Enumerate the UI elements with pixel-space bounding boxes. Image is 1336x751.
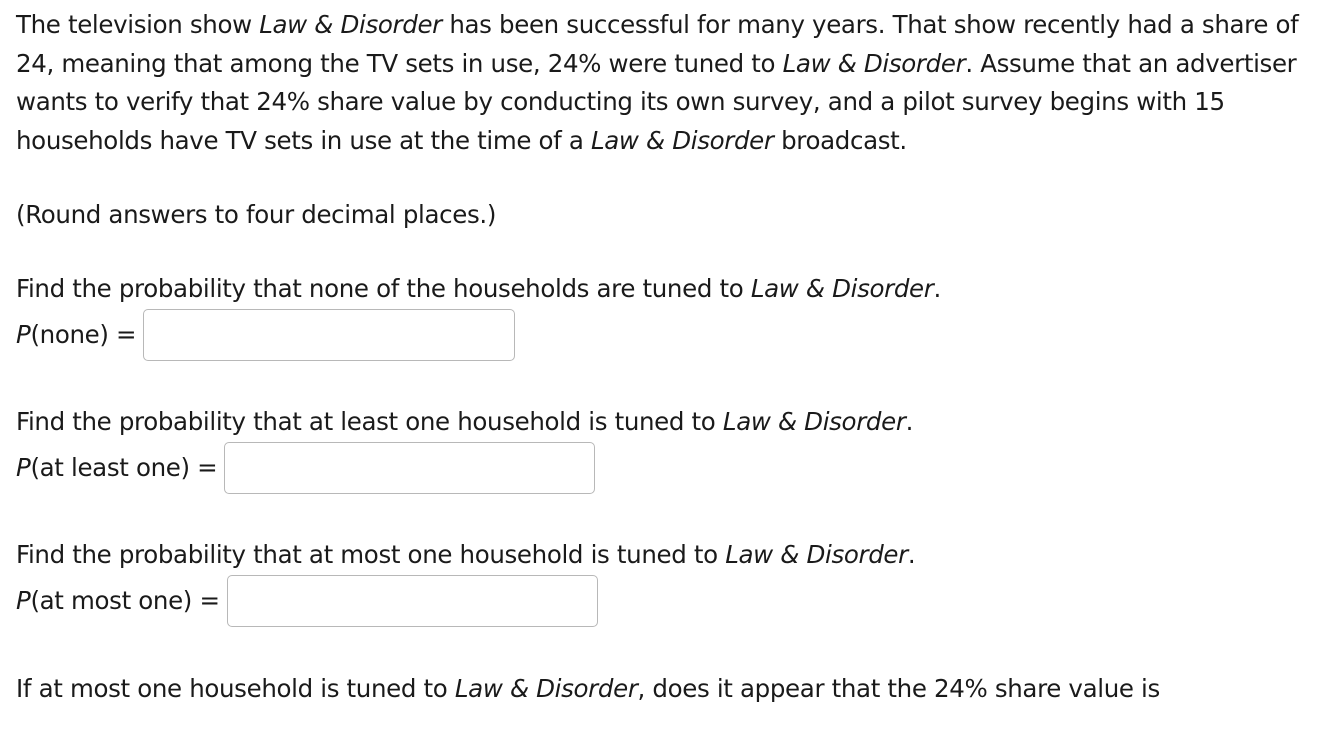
prob-symbol: P (16, 320, 31, 349)
label-text: (at least one) = (30, 453, 218, 482)
intro-text-3: . Assume that an advertiser wants to verify that 24% share value by conducting its own survey, and a pilot survey begins with 15 households have TV sets in use at the time of a (16, 48, 1297, 155)
question-none-prompt (16, 270, 941, 308)
intro-text-4: broadcast. (773, 125, 907, 155)
prompt-end: . (933, 274, 941, 303)
show-title: Law & Disorder (782, 48, 966, 78)
show-title: Law & Disorder (722, 407, 906, 436)
show-title: Law & Disorder (725, 540, 908, 569)
answer-input-none[interactable] (143, 309, 515, 361)
question-page (16, 0, 1316, 703)
show-title: Law & Disorder (750, 274, 934, 303)
label-text: (at most one) = (30, 586, 220, 615)
share-value-question (16, 670, 1160, 708)
prompt-text: Find the probability that at most one household is tuned to (16, 540, 726, 569)
show-title: Law & Disorder (259, 10, 442, 39)
question-at-most-one-prompt (16, 536, 915, 574)
answer-row-at-least-one (16, 442, 595, 494)
answer-input-at-least-one[interactable] (224, 442, 595, 494)
prob-symbol: P (16, 586, 31, 615)
intro-text-2: has been successful for many years. That show recently had a share of 24, meaning that among the TV sets in use, 24% were tuned to (16, 10, 1299, 78)
answer-label-at-least-one (16, 449, 217, 487)
problem-statement (16, 0, 1306, 160)
answer-row-none (16, 309, 515, 361)
rounding-instruction: (Round answers to four decimal places.) (16, 200, 497, 229)
answer-label-none (16, 316, 136, 354)
answer-row-at-most-one (16, 575, 598, 627)
prompt-text: Find the probability that at least one household is tuned to (16, 407, 723, 436)
show-title: Law & Disorder (454, 674, 638, 703)
intro-text-1: The television show (16, 10, 260, 39)
prob-symbol: P (16, 453, 31, 482)
final-text-1: If at most one household is tuned to (16, 674, 455, 703)
label-text: (none) = (30, 320, 137, 349)
prompt-end: . (905, 407, 914, 436)
show-title: Law & Disorder (590, 125, 774, 155)
prompt-text: Find the probability that none of the households are tuned to (16, 274, 751, 303)
question-at-least-one-prompt (16, 403, 913, 441)
answer-input-at-most-one[interactable] (227, 575, 598, 627)
answer-label-at-most-one (16, 582, 220, 620)
prompt-end: . (907, 540, 916, 569)
final-text-2: , does it appear that the 24% share value is (637, 674, 1160, 703)
